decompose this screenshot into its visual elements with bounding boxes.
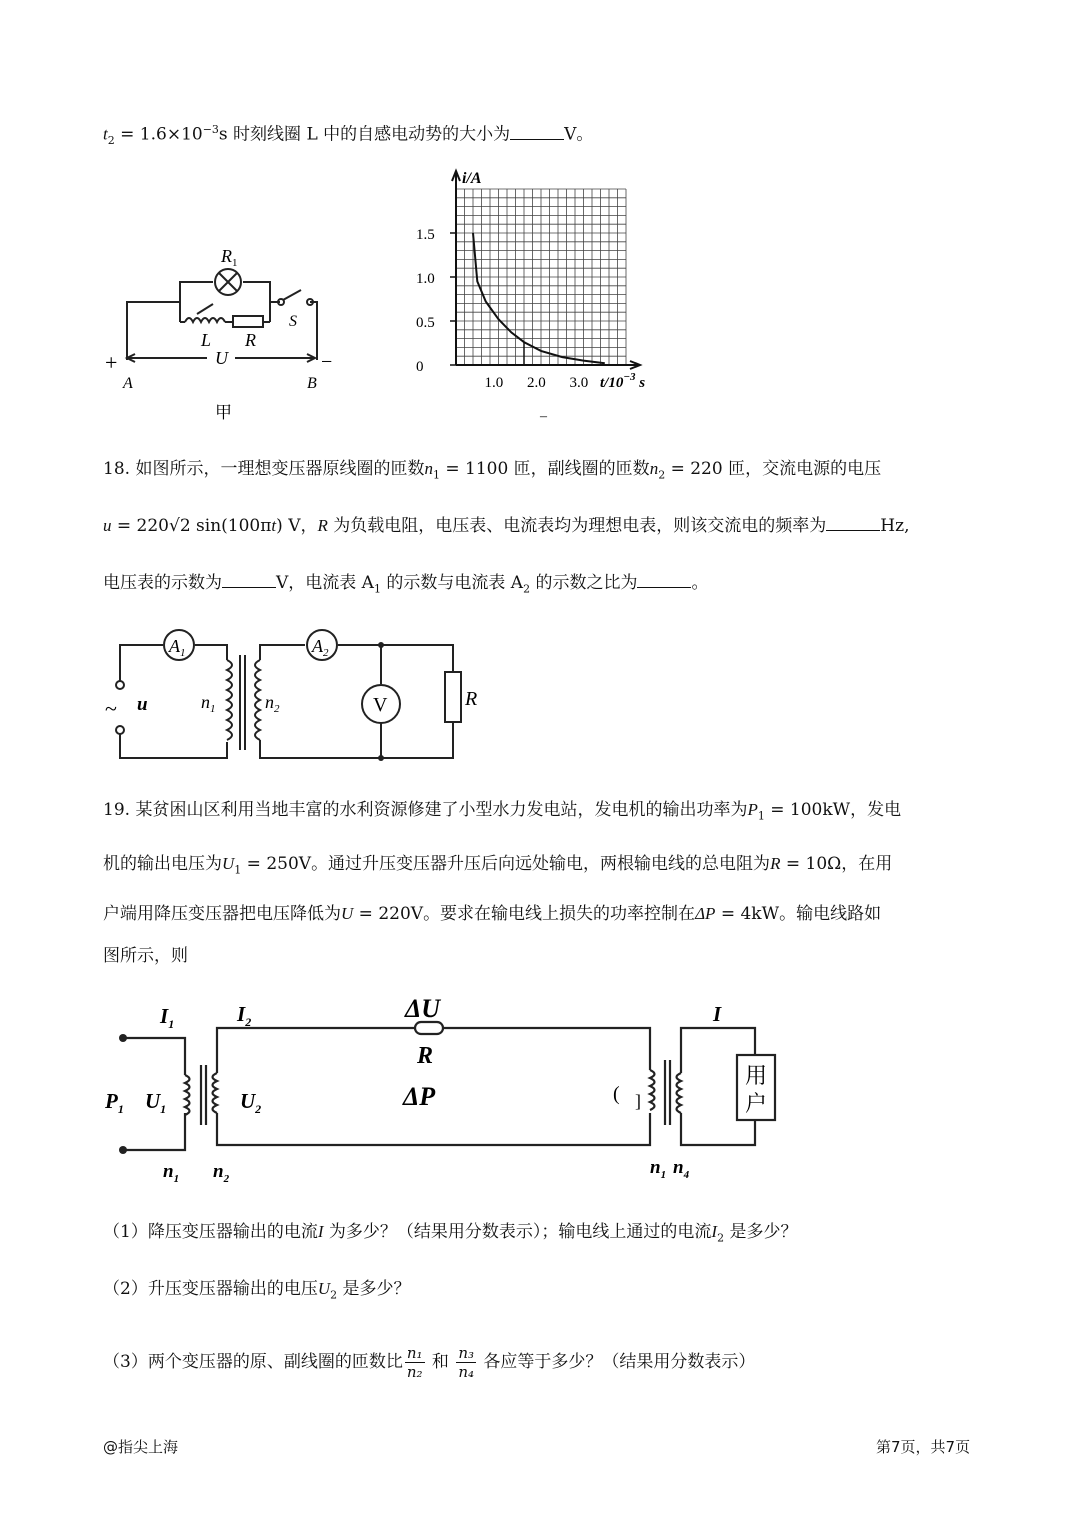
- chart-series-line: [473, 233, 605, 363]
- q19-subquestion-3: （3）两个变压器的原、副线圈的匝数比 $\frac{\text{n₁}}{\text{n₂}}$ 和 $\frac{\text{n₃}}{\text{n₄}}$ 各应等于多少？（结果用分数表示）: [103, 1344, 756, 1381]
- label-U1: $U_1$: [145, 1089, 167, 1116]
- label-A: A: [123, 375, 133, 392]
- footer-source: @指尖上海: [103, 1438, 179, 1456]
- q19-line4: 图所示，则: [103, 946, 188, 966]
- label-R: R: [245, 330, 256, 350]
- label-I1: $I_1$: [160, 1004, 175, 1031]
- label-I: I: [713, 1002, 722, 1026]
- caption-jia: 甲: [215, 403, 232, 422]
- label-S: S: [289, 313, 297, 330]
- q17-t: t: [103, 124, 108, 144]
- q18-frequency-blank[interactable]: [826, 514, 880, 531]
- chart-x-tick-label: 3.0: [569, 375, 589, 391]
- chart-caption: –: [540, 409, 547, 424]
- chart-x-axis: [456, 361, 640, 369]
- label-n4: $n_4$: [673, 1157, 690, 1181]
- label-A2: $A_2$: [312, 636, 329, 659]
- label-paren: (: [613, 1083, 620, 1105]
- label-tilde: ~: [105, 696, 117, 721]
- chart-x-tick-label: 1.0: [484, 375, 504, 391]
- q19-subquestion-1: （1）降压变压器输出的电流I 为多少？（结果用分数表示）；输电线上通过的电流$I_2$ 是多少？: [103, 1222, 798, 1245]
- chart-x-tick-label: 2.0: [527, 375, 546, 391]
- label-n1: $n_1$: [163, 1161, 180, 1185]
- label-U: U: [215, 348, 228, 368]
- label-n2: $n_2$: [213, 1161, 230, 1185]
- q17-answer-blank[interactable]: [510, 123, 564, 140]
- label-P1: $P_1$: [105, 1089, 124, 1116]
- q18-line1: 18. 如图所示，一理想变压器原线圈的匝数$n_1 = 1100$ 匝，副线圈的匝数$n_2 = 220$ 匝，交流电源的电压: [103, 459, 882, 482]
- label-plus: +: [105, 350, 118, 375]
- label-R: R: [465, 688, 478, 710]
- label-L: L: [201, 330, 212, 350]
- label-delta-U: ΔU: [405, 994, 441, 1023]
- q17-text-line: $t_2 = 1.6\times 10^{-3}s$ 时刻线圈 L 中的自感电动势的大小为 V。: [103, 123, 594, 148]
- label-n2: $n_2$: [265, 692, 280, 715]
- q18-line3: 电压表的示数为 V，电流表 $A_1$ 的示数与电流表 $A_2$ 的示数之比为 。: [103, 573, 709, 596]
- label-n3: $n_1$: [650, 1157, 667, 1181]
- q18-ratio-blank[interactable]: [637, 571, 691, 588]
- svg-text:1: 1: [232, 257, 238, 269]
- chart-xlabel: $t/10^{-3}$ s: [600, 371, 646, 391]
- q17-circuit-diagram: [105, 240, 345, 440]
- label-u: u: [137, 694, 148, 715]
- label-R: R: [417, 1043, 434, 1069]
- q19-subquestion-2: （2）升压变压器输出的电压$U_2$ 是多少？: [103, 1279, 411, 1302]
- label-minus: −: [321, 351, 333, 373]
- label-V: V: [373, 694, 388, 716]
- label-n1: $n_1$: [201, 692, 216, 715]
- label-R1: R: [221, 246, 232, 266]
- label-I2: $I_2$: [237, 1002, 252, 1029]
- q19-line3: 户端用降压变压器把电压降低为U = 220V。要求在输电线上损失的功率控制在ΔP = 4kW。输电线路如: [103, 904, 882, 924]
- q17-current-chart: [410, 165, 680, 425]
- label-delta-P: ΔP: [403, 1082, 436, 1111]
- q19-transmission-diagram: [105, 995, 805, 1195]
- label-B: B: [307, 375, 317, 392]
- footer-page-number: 第7页，共7页: [876, 1438, 971, 1456]
- chart-y-tick-label: 1.5: [416, 227, 435, 243]
- chart-y-tick-label: 0.5: [416, 315, 435, 331]
- label-bracket: ]: [635, 1091, 641, 1111]
- q19-line2: 机的输出电压为$U_1 = 250V$。通过升压变压器升压后向远处输电，两根输电线的总电阻为R = 10Ω，在用: [103, 854, 893, 877]
- q18-voltmeter-blank[interactable]: [222, 571, 276, 588]
- label-U2: $U_2$: [240, 1089, 262, 1116]
- label-user-2: 户: [745, 1091, 768, 1116]
- chart-y-tick-label: 1.0: [416, 271, 435, 287]
- q18-transformer-diagram: [105, 620, 505, 770]
- q19-line1: 19. 某贫困山区利用当地丰富的水利资源修建了小型水力发电站，发电机的输出功率为$P_1 = 100kW$，发电: [103, 800, 902, 823]
- q18-line2: u = 220√2 sin(100πt) V，R 为负载电阻，电压表、电流表均为理想电表，则该交流电的频率为 Hz,: [103, 516, 910, 536]
- chart-y-tick-label: 0: [416, 359, 424, 375]
- fraction-n1-n2: $\frac{\text{n₁}}{\text{n₂}}$: [406, 1344, 423, 1381]
- fraction-n3-n4: $\frac{\text{n₃}}{\text{n₄}}$: [458, 1344, 475, 1381]
- label-user-1: 用: [745, 1063, 768, 1088]
- chart-ylabel: i/A: [462, 170, 482, 187]
- label-A1: $A_1$: [169, 636, 186, 659]
